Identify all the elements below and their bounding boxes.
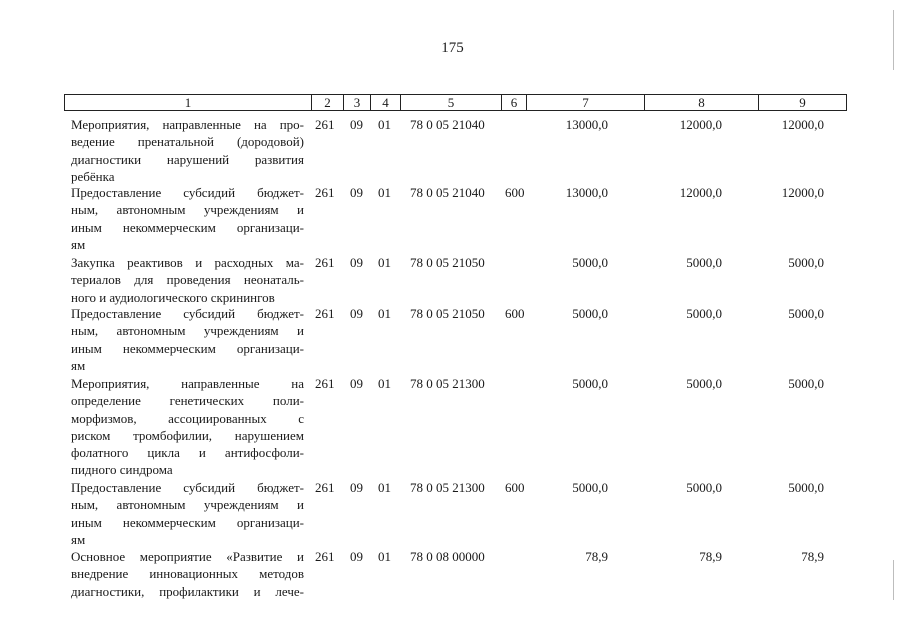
cell-col-5: 78 0 05 21050: [410, 306, 485, 321]
cell-col-7: 78,9: [585, 549, 608, 564]
scan-edge-mark: [893, 10, 894, 70]
row-description: [71, 375, 304, 479]
desc-line: определение генетических поли-: [71, 393, 304, 409]
desc-line: иным некоммерческим организаци-: [71, 340, 304, 356]
cell-col-3: 09: [350, 306, 363, 321]
header-col-6: 6: [501, 95, 526, 110]
desc-line: диагностики нарушений развития: [71, 151, 304, 167]
cell-col-5: 78 0 05 21050: [410, 255, 485, 270]
desc-line: Предоставление субсидий бюджет-: [71, 480, 304, 495]
cell-col-6: 600: [505, 480, 525, 495]
cell-col-8: 12000,0: [679, 117, 722, 132]
desc-line: Закупка реактивов и расходных ма-: [71, 255, 304, 270]
header-col-9: 9: [758, 95, 846, 110]
desc-line: иным некоммерческим организаци-: [71, 219, 304, 235]
cell-col-7: 13000,0: [565, 117, 608, 132]
cell-col-2: 261: [315, 376, 335, 391]
cell-col-2: 261: [315, 549, 335, 564]
scan-edge-mark: [893, 560, 894, 600]
cell-col-3: 09: [350, 549, 363, 564]
desc-line: Основное мероприятие «Развитие и: [71, 549, 304, 564]
row-description: [71, 184, 304, 253]
cell-col-2: 261: [315, 480, 335, 495]
cell-col-6: 600: [505, 185, 525, 200]
header-col-4: 4: [370, 95, 400, 110]
cell-col-8: 5000,0: [686, 376, 722, 391]
cell-col-4: 01: [378, 549, 391, 564]
desc-line: пидного синдрома: [71, 462, 173, 478]
desc-line: Предоставление субсидий бюджет-: [71, 306, 304, 321]
desc-line: иным некоммерческим организаци-: [71, 514, 304, 530]
cell-col-4: 01: [378, 376, 391, 391]
desc-line: фолатного цикла и антифосфоли-: [71, 445, 304, 461]
desc-line: териалов для проведения неонаталь-: [71, 272, 304, 288]
cell-col-8: 5000,0: [686, 306, 722, 321]
cell-col-8: 12000,0: [679, 185, 722, 200]
header-col-7: 7: [526, 95, 644, 110]
desc-line: ям: [71, 357, 86, 373]
cell-col-5: 78 0 05 21300: [410, 480, 485, 495]
row-description: [71, 116, 304, 185]
desc-line: ям: [71, 236, 86, 252]
cell-col-9: 5000,0: [788, 480, 824, 495]
cell-col-4: 01: [378, 306, 391, 321]
cell-col-7: 5000,0: [572, 255, 608, 270]
cell-col-9: 78,9: [801, 549, 824, 564]
cell-col-9: 5000,0: [788, 306, 824, 321]
cell-col-2: 261: [315, 306, 335, 321]
desc-line: Мероприятия, направленные на про-: [71, 117, 304, 132]
cell-col-9: 12000,0: [781, 117, 824, 132]
cell-col-4: 01: [378, 185, 391, 200]
cell-col-7: 13000,0: [565, 185, 608, 200]
cell-col-5: 78 0 05 21300: [410, 376, 485, 391]
cell-col-2: 261: [315, 255, 335, 270]
table-header: [64, 94, 847, 111]
cell-col-5: 78 0 05 21040: [410, 117, 485, 132]
desc-line: ведение пренатальной (дородовой): [71, 134, 304, 150]
cell-col-3: 09: [350, 480, 363, 495]
row-description: [71, 254, 304, 306]
desc-line: ного и аудиологического скринингов: [71, 289, 275, 305]
cell-col-3: 09: [350, 117, 363, 132]
desc-line: Мероприятия, направленные на: [71, 376, 304, 391]
header-col-2: 2: [311, 95, 343, 110]
row-description: [71, 548, 304, 600]
desc-line: морфизмов, ассоциированных с: [71, 410, 304, 426]
cell-col-3: 09: [350, 255, 363, 270]
desc-line: внедрение инновационных методов: [71, 566, 304, 582]
cell-col-5: 78 0 05 21040: [410, 185, 485, 200]
cell-col-5: 78 0 08 00000: [410, 549, 485, 564]
cell-col-9: 5000,0: [788, 255, 824, 270]
header-col-8: 8: [644, 95, 758, 110]
cell-col-9: 5000,0: [788, 376, 824, 391]
desc-line: диагностики, профилактики и лече-: [71, 583, 304, 599]
desc-line: ным, автономным учреждениям и: [71, 323, 304, 339]
cell-col-7: 5000,0: [572, 376, 608, 391]
desc-line: ным, автономным учреждениям и: [71, 202, 304, 218]
cell-col-3: 09: [350, 376, 363, 391]
cell-col-7: 5000,0: [572, 480, 608, 495]
desc-line: ным, автономным учреждениям и: [71, 497, 304, 513]
cell-col-8: 78,9: [699, 549, 722, 564]
header-col-1: 1: [184, 95, 192, 110]
cell-col-4: 01: [378, 117, 391, 132]
cell-col-9: 12000,0: [781, 185, 824, 200]
cell-col-4: 01: [378, 480, 391, 495]
header-col-3: 3: [343, 95, 370, 110]
cell-col-6: 600: [505, 306, 525, 321]
row-description: [71, 479, 304, 548]
cell-col-7: 5000,0: [572, 306, 608, 321]
desc-line: Предоставление субсидий бюджет-: [71, 185, 304, 200]
desc-line: риском тромбофилии, нарушением: [71, 427, 304, 443]
cell-col-4: 01: [378, 255, 391, 270]
cell-col-8: 5000,0: [686, 480, 722, 495]
cell-col-2: 261: [315, 185, 335, 200]
desc-line: ям: [71, 531, 86, 547]
cell-col-8: 5000,0: [686, 255, 722, 270]
desc-line: ребёнка: [71, 168, 115, 184]
page-number: 175: [441, 40, 464, 56]
row-description: [71, 305, 304, 374]
header-col-5: 5: [400, 95, 501, 110]
cell-col-2: 261: [315, 117, 335, 132]
cell-col-3: 09: [350, 185, 363, 200]
